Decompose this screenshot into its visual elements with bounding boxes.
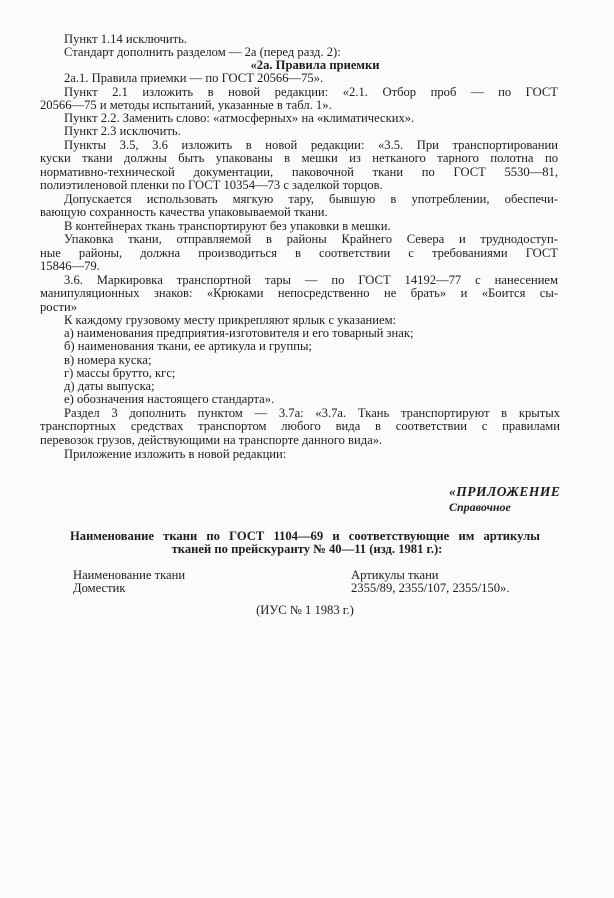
table-header: Артикулы ткани xyxy=(351,568,439,582)
appendix-title: тканей по прейскуранту № 40—11 (изд. 1981 г.): xyxy=(171,542,443,556)
text-line: Упаковка ткани, отправляемой в районы Крайнего Севера и труднодоступ- xyxy=(64,232,558,246)
text-line: Раздел 3 дополнить пунктом — 3.7а: «3.7а. Ткань транспортируют в крытых xyxy=(64,406,560,420)
appendix-title: Наименование ткани по ГОСТ 1104—69 и соответствующие им артикулы xyxy=(70,529,540,543)
text-line: 2а.1. Правила приемки — по ГОСТ 20566—75». xyxy=(64,71,324,85)
appendix-label: «ПРИЛОЖЕНИЕ xyxy=(449,484,561,499)
text-line: В контейнерах ткань транспортируют без упаковки в мешки. xyxy=(64,219,391,233)
section-heading: «2а. Правила приемки xyxy=(250,58,380,72)
list-item: г) массы брутто, кгс; xyxy=(64,366,176,380)
list-item: а) наименования предприятия-изготовителя и его товарный знак; xyxy=(64,326,414,340)
text-line: вающую сохранность качества упаковываемой ткани. xyxy=(40,205,328,219)
text-line: Пункт 2.3 исключить. xyxy=(64,124,181,138)
text-line: манипуляционных знаков: «Крюками непосредственно не брать» и «Боится сы- xyxy=(40,286,558,300)
text-line: 3.6. Маркировка транспортной тары — по ГОСТ 14192—77 с нанесением xyxy=(64,273,558,287)
text-line: рости» xyxy=(40,300,78,314)
list-item: д) даты выпуска; xyxy=(64,379,155,393)
text-line: Пункт 2.1 изложить в новой редакции: «2.1. Отбор проб — по ГОСТ xyxy=(64,85,558,99)
text-line: Приложение изложить в новой редакции: xyxy=(64,447,287,461)
list-item: е) обозначения настоящего стандарта». xyxy=(64,392,275,406)
text-line: 15846—79. xyxy=(40,259,100,273)
footer-note: (ИУС № 1 1983 г.) xyxy=(256,603,354,617)
text-line: нормативно-технической документации, паковочной ткани по ГОСТ 5530—81, xyxy=(40,165,558,179)
table-cell: 2355/89, 2355/107, 2355/150». xyxy=(351,581,510,595)
table-header: Наименование ткани xyxy=(73,568,186,582)
appendix-sublabel: Справочное xyxy=(449,500,511,514)
text-line: Пункт 2.2. Заменить слово: «атмосферных» на «климатических». xyxy=(64,111,415,125)
text-line: Стандарт дополнить разделом — 2а (перед разд. 2): xyxy=(64,45,341,59)
text-line: ные районы, должна производиться в соответствии с требованиями ГОСТ xyxy=(40,246,558,260)
list-item: в) номера куска; xyxy=(64,353,152,367)
text-line: Пункт 1.14 исключить. xyxy=(64,32,188,46)
text-line: 20566—75 и методы испытаний, указанные в табл. 1». xyxy=(40,98,332,112)
text-line: транспортных средствах транспортом любого вида в соответствии с правилами xyxy=(40,419,560,433)
text-line: перевозок грузов, действующими на транспорте данного вида». xyxy=(40,433,383,447)
text-line: полиэтиленовой пленки по ГОСТ 10354—73 с заделкой торцов. xyxy=(40,178,383,192)
text-line: Пункты 3.5, 3.6 изложить в новой редакции: «3.5. При транспортировании xyxy=(64,138,558,152)
text-line: К каждому грузовому месту прикрепляют ярлык с указанием: xyxy=(64,313,397,327)
text-line: куски ткани должны быть упакованы в мешки из нетканого тарного полотна по xyxy=(40,151,558,165)
list-item: б) наименования ткани, ее артикула и группы; xyxy=(64,339,312,353)
table-cell: Доместик xyxy=(73,581,126,595)
text-line: Допускается использовать мягкую тару, бывшую в употреблении, обеспечи- xyxy=(64,192,558,206)
